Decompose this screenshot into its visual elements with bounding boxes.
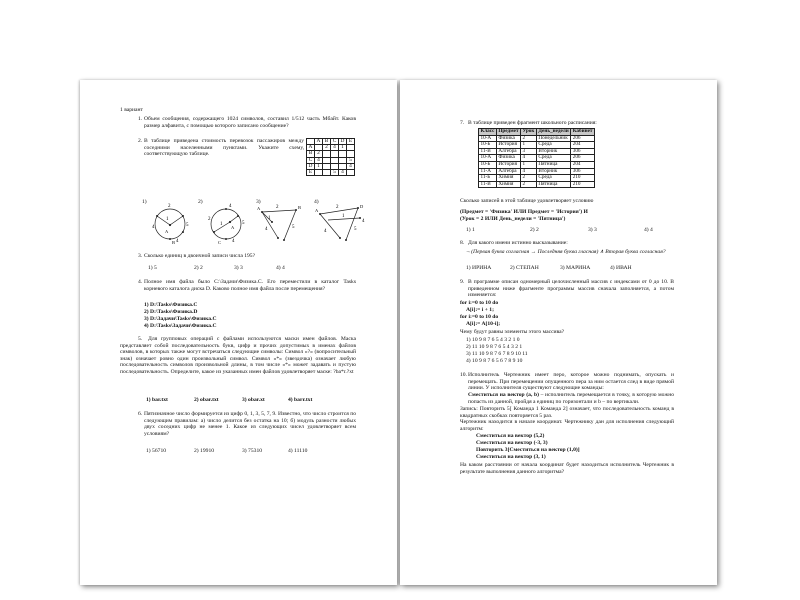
- cost-table-cell: A: [315, 139, 323, 145]
- q8-option-2: 2) СТЕПАН: [510, 265, 539, 271]
- q10-algo-step: Сместиться на вектор (3, 1): [476, 454, 546, 460]
- q9-code-line: A[i]:= i + 1;: [466, 307, 494, 313]
- cost-table-cell: A: [307, 145, 315, 151]
- graph-label-4: 4): [314, 199, 319, 205]
- q6-option-2: 2) 19910: [194, 448, 215, 454]
- cost-table: [306, 138, 355, 176]
- schedule-table-cell: Среда: [536, 142, 570, 149]
- cost-table-cell: B: [323, 139, 331, 145]
- cost-table-cell: [347, 169, 355, 175]
- graph1-node: A: [165, 229, 169, 234]
- schedule-table-cell: 10-Б: [479, 142, 497, 149]
- q2-number: 2.: [138, 138, 143, 144]
- cost-table-cell: E: [307, 169, 315, 175]
- q10-start: Чертежник находится в начале координат. Чертежнику дан для исполнения следующий алгоритм:: [460, 419, 674, 432]
- graph4-weight: 2: [336, 205, 339, 210]
- schedule-table: [478, 128, 595, 188]
- q10-number: 10.: [460, 372, 467, 378]
- q7-number: 7.: [460, 120, 465, 126]
- q3-text: Сколько единиц в двоичной записи числа 195?: [144, 253, 256, 259]
- q9-code-line: A[i]:= A[10-i];: [466, 321, 501, 327]
- q5-text: Для групповых операций с файлами используются маски имен файлов. Маска представляет собой последовательность букв, цифр и прочих допустимых в именах файлов символов, в которых также могут встречаться следующие символы: Символ «?» (вопросительный знак) означает ровно один произвольный символ. Символ «*» (звездочка) означает любую последовательность символов произвольной длины, в том числе «*» может задавать и пустую последовательность. Определите, какое из указанных имен файлов удовлетворяет маске: ?ba*r.?xt: [120, 336, 356, 375]
- schedule-table-cell: 10-Б: [479, 161, 497, 168]
- q7-option-2: 2) 2: [530, 227, 539, 233]
- schedule-table-cell: Химия: [496, 175, 520, 182]
- schedule-table-cell: 204: [571, 161, 595, 168]
- q9-option-3: 3) 11 10 9 8 7 6 7 8 9 10 11: [466, 351, 528, 357]
- q10-text: Исполнитель Чертежник имеет перо, которое можно поднимать, опускать и перемещать. При перемещении опущенного пера за ним остается след в виде прямой линии. У исполнителя существуют следующие команды:: [468, 372, 674, 392]
- q9-number: 9.: [460, 279, 465, 285]
- schedule-table-cell: 4: [521, 168, 537, 175]
- q7-condition-2: (Урок = 2 ИЛИ День_недели = 'Пятница'): [460, 216, 566, 222]
- graph1-weight: 1: [166, 217, 169, 222]
- q6-option-3: 3) 75310: [242, 448, 263, 454]
- cost-table-cell: E: [347, 139, 355, 145]
- q3-number: 3.: [138, 253, 143, 259]
- document-page-1: [80, 80, 397, 585]
- schedule-table-cell: 11-В: [479, 181, 497, 188]
- schedule-table-cell: 306: [571, 168, 595, 175]
- q10-record: Запись: Повторить 5[ Команда 1 Команда 2] означает, что последовательность команд в квадратных скобках повторяется 5 раз.: [460, 406, 674, 419]
- schedule-table-cell: 2: [521, 175, 537, 182]
- schedule-table-cell: 306: [571, 148, 595, 155]
- q4-text: Полное имя файла было C:\Задачи\Физика.C. Его переместили в каталог Tasks корневого каталога диска D. Каково полное имя файла после перемещения?: [144, 279, 356, 292]
- q8-option-1: 1) ИРИНА: [466, 265, 492, 271]
- graph3-weight: 4: [265, 227, 268, 232]
- schedule-table-cell: 11-А: [479, 168, 497, 175]
- graph4-weight: 4: [362, 219, 365, 224]
- q3-option-1: 1) 5: [148, 265, 157, 271]
- q8-number: 8.: [460, 240, 465, 246]
- graph2-weight: 1: [220, 222, 223, 227]
- graph1-weight: 5: [186, 223, 189, 228]
- schedule-table-cell: Вторник: [536, 168, 570, 175]
- q3-option-3: 3) 3: [234, 265, 243, 271]
- q5-option-2: 2) obar.txt: [194, 397, 219, 403]
- schedule-table-cell: 206: [571, 155, 595, 162]
- q10-algo-step: Сместиться на вектор (-3, 3): [476, 440, 548, 446]
- q9-code-line: for i:=0 to 10 do: [460, 300, 499, 306]
- schedule-table-cell: Пятница: [536, 181, 570, 188]
- schedule-table-cell: Алгебра: [496, 168, 520, 175]
- schedule-table-cell: 10-А: [479, 155, 497, 162]
- cost-table-cell: C: [307, 157, 315, 163]
- schedule-table-cell: Среда: [536, 155, 570, 162]
- q3-option-4: 4) 4: [276, 265, 285, 271]
- cost-table-cell: 5: [347, 157, 355, 163]
- graph2-weight: 5: [242, 221, 245, 226]
- schedule-table-row: [479, 181, 595, 188]
- q8-text: Для какого имени истинно высказывание:: [468, 240, 568, 246]
- graph3-weight: 1: [268, 216, 271, 221]
- graph1-weight: 2: [168, 204, 171, 209]
- graph-scheme-4: [314, 202, 374, 246]
- cost-table-row: [307, 169, 355, 175]
- schedule-table-cell: 11-Б: [479, 175, 497, 182]
- schedule-table-cell: Вторник: [536, 148, 570, 155]
- schedule-table-cell: Класс: [480, 128, 495, 134]
- q10-algo-step: Сместиться на вектор (5,2): [476, 433, 545, 439]
- cost-table-cell: 2: [323, 145, 331, 151]
- q4-number: 4.: [138, 279, 143, 285]
- q9-question: Чему будут равны элементы этого массива?: [460, 329, 565, 335]
- cost-table-cell: 4: [339, 169, 347, 175]
- cost-table-cell: D: [307, 163, 315, 169]
- q9-code-line: for i:=0 to 10 do: [460, 314, 499, 320]
- q5-option-4: 4) barr.txt: [288, 397, 313, 403]
- graph-scheme-1: [144, 202, 200, 246]
- graph3-weight: 5: [292, 225, 295, 230]
- schedule-table-cell: 11-В: [479, 148, 497, 155]
- q1-number: 1.: [138, 116, 143, 122]
- schedule-table-cell: Предмет: [498, 128, 519, 134]
- q5-option-1: 1) bar.txt: [146, 397, 168, 403]
- graph2-node: C: [218, 240, 222, 245]
- graph-scheme-2: [200, 202, 256, 246]
- q10-command-name: Сместиться на вектор (a, b): [468, 392, 539, 398]
- q3-option-2: 2) 2: [194, 265, 203, 271]
- graph2-weight: 4: [229, 204, 232, 209]
- q9-option-4: 4) 10 9 8 7 6 5 6 7 8 9 10: [466, 358, 523, 364]
- schedule-table-cell: 204: [571, 142, 595, 149]
- schedule-table-cell: 4: [521, 155, 537, 162]
- graph1-weight: 4: [152, 225, 155, 230]
- schedule-table-cell: Физика: [496, 155, 520, 162]
- schedule-table-cell: Урок: [522, 128, 535, 134]
- schedule-table-cell: 1: [521, 142, 537, 149]
- schedule-table-cell: 1: [521, 161, 537, 168]
- graph2-node: A: [231, 225, 235, 230]
- graph4-weight: 5: [354, 227, 357, 232]
- schedule-table-cell: 3: [521, 148, 537, 155]
- cost-table-cell: 4: [347, 163, 355, 169]
- graph-label-3: 3): [256, 199, 261, 205]
- cost-table-cell: [315, 169, 323, 175]
- graph4-weight: 4: [324, 229, 327, 234]
- graph3-weight: 2: [276, 205, 279, 210]
- q7-question: Сколько записей в этой таблице удовлетворяет условию: [460, 198, 594, 204]
- cost-table-cell: [323, 169, 331, 175]
- schedule-table-cell: Среда: [536, 175, 570, 182]
- graph-label-2: 2): [198, 199, 203, 205]
- q4-option-2: 2) D:\Tasks\Физика.D: [144, 309, 198, 315]
- schedule-table-cell: Понедельник: [536, 135, 570, 142]
- schedule-table-cell: История: [496, 142, 520, 149]
- variant-title: 1 вариант: [120, 107, 143, 113]
- q6-number: 6.: [138, 411, 143, 417]
- schedule-table-cell: Физика: [496, 135, 520, 142]
- q6-option-4: 4) 11110: [288, 448, 308, 454]
- q9-option-1: 1) 10 9 8 7 6 5 4 3 2 1 0: [466, 337, 520, 343]
- q5-option-3: 3) obar.xt: [242, 397, 265, 403]
- q4-option-1: 1) D:\Tasks\Физика.C: [144, 302, 198, 308]
- cost-table-cell: B: [307, 151, 315, 157]
- cost-table-cell: C: [331, 139, 339, 145]
- cost-table-cell: 2: [315, 151, 323, 157]
- q7-option-3: 3) 3: [588, 227, 597, 233]
- q10-question: На каком расстоянии от начала координат будет находиться исполнитель Чертежник в результате выполнения данного алгоритма?: [460, 462, 674, 475]
- graph-label-1: 1): [142, 199, 147, 205]
- cost-table-cell: 1: [339, 145, 347, 151]
- q7-text: В таблице приведен фрагмент школьного расписания:: [468, 120, 597, 126]
- document-page-2: [400, 80, 717, 585]
- schedule-table-cell: 2: [521, 181, 537, 188]
- q1-text: Объем сообщения, содержащего 1024 символов, составил 1/512 часть Мбайт. Каков размер алфавита, с помощью которого записано сообщение?: [144, 116, 356, 129]
- q6-option-1: 1) 56710: [146, 448, 167, 454]
- schedule-table-cell: История: [496, 161, 520, 168]
- q8-expression: ¬ (Первая буква согласная → Последняя буква гласная) ∧ Вторая буква согласная?: [466, 249, 666, 255]
- graph3-node: B: [298, 205, 302, 210]
- q10-algo-step: Повторить 3[Сместиться на вектор (1,0)]: [476, 447, 580, 453]
- q4-option-4: 4) D:\Tasks\Задачи\Физика.C: [144, 323, 217, 329]
- graph2-weight: 2: [208, 217, 211, 222]
- schedule-table-cell: 210: [571, 175, 595, 182]
- schedule-table-cell: 2: [521, 135, 537, 142]
- graph4-weight: 1: [342, 214, 345, 219]
- cost-table-cell: 1: [315, 163, 323, 169]
- q7-option-1: 1) 1: [466, 227, 475, 233]
- graph3-node: A: [257, 206, 261, 211]
- graph1-weight: 4: [176, 239, 179, 244]
- q9-option-2: 2) 11 10 9 8 7 6 5 4 3 2 1: [466, 344, 523, 350]
- graph-scheme-3: [256, 202, 312, 246]
- cost-table-cell: 5: [331, 169, 339, 175]
- q5-number: 5.: [138, 336, 143, 342]
- q10-command: [468, 392, 674, 405]
- schedule-table-cell: 206: [571, 135, 595, 142]
- q2-text: В таблице приведена стоимость перевозок пассажиров между соседними населенными пунктами. Укажите схему, соответствующую таблице.: [144, 138, 304, 158]
- schedule-table-cell: Алгебра: [496, 148, 520, 155]
- schedule-table-cell: 10-А: [479, 135, 497, 142]
- q7-option-4: 4) 4: [644, 227, 653, 233]
- schedule-table-cell: Кабинет: [572, 128, 593, 134]
- schedule-table-cell: День_недели: [538, 128, 569, 134]
- graph4-node: D: [360, 204, 364, 209]
- schedule-table-cell: Химия: [496, 181, 520, 188]
- graph4-node: A: [315, 208, 319, 213]
- cost-table-cell: 4: [315, 157, 323, 163]
- q6-text: Пятизначное число формируется из цифр 0, 1, 3, 5, 7, 9. Известно, что число строится по следующим правилам: а) число делится без остатка на 10; б) модуль разности любых двух соседних цифр не менее 1. Какое из следующих чисел удовлетворяет всем условиям?: [144, 411, 356, 437]
- cost-table-cell: 4: [331, 145, 339, 151]
- q8-option-3: 3) МАРИНА: [560, 265, 591, 271]
- q10-command-description: – исполнитель перемещается в точку, в которую можно попасть из данной, пройдя a единиц по горизонтали и b – по вертикали.: [468, 392, 674, 405]
- schedule-table-cell: 210: [571, 181, 595, 188]
- cost-table-cell: D: [339, 139, 347, 145]
- schedule-table-cell: Пятница: [536, 161, 570, 168]
- graph1-node: B: [172, 240, 176, 245]
- graph2-weight: 4: [232, 239, 235, 244]
- q9-text: В программе описан одномерный целочисленный массив с индексами от 0 до 10. В приведенном ниже фрагменте программы массив сначала заполняется, а потом изменяется:: [468, 279, 674, 299]
- q8-option-4: 4) ИВАН: [610, 265, 632, 271]
- q7-condition-1: (Предмет = 'Физика' ИЛИ Предмет = 'История') И: [460, 209, 588, 215]
- q4-option-3: 3) D:\Задачи\Tasks\Физика.C: [144, 316, 217, 322]
